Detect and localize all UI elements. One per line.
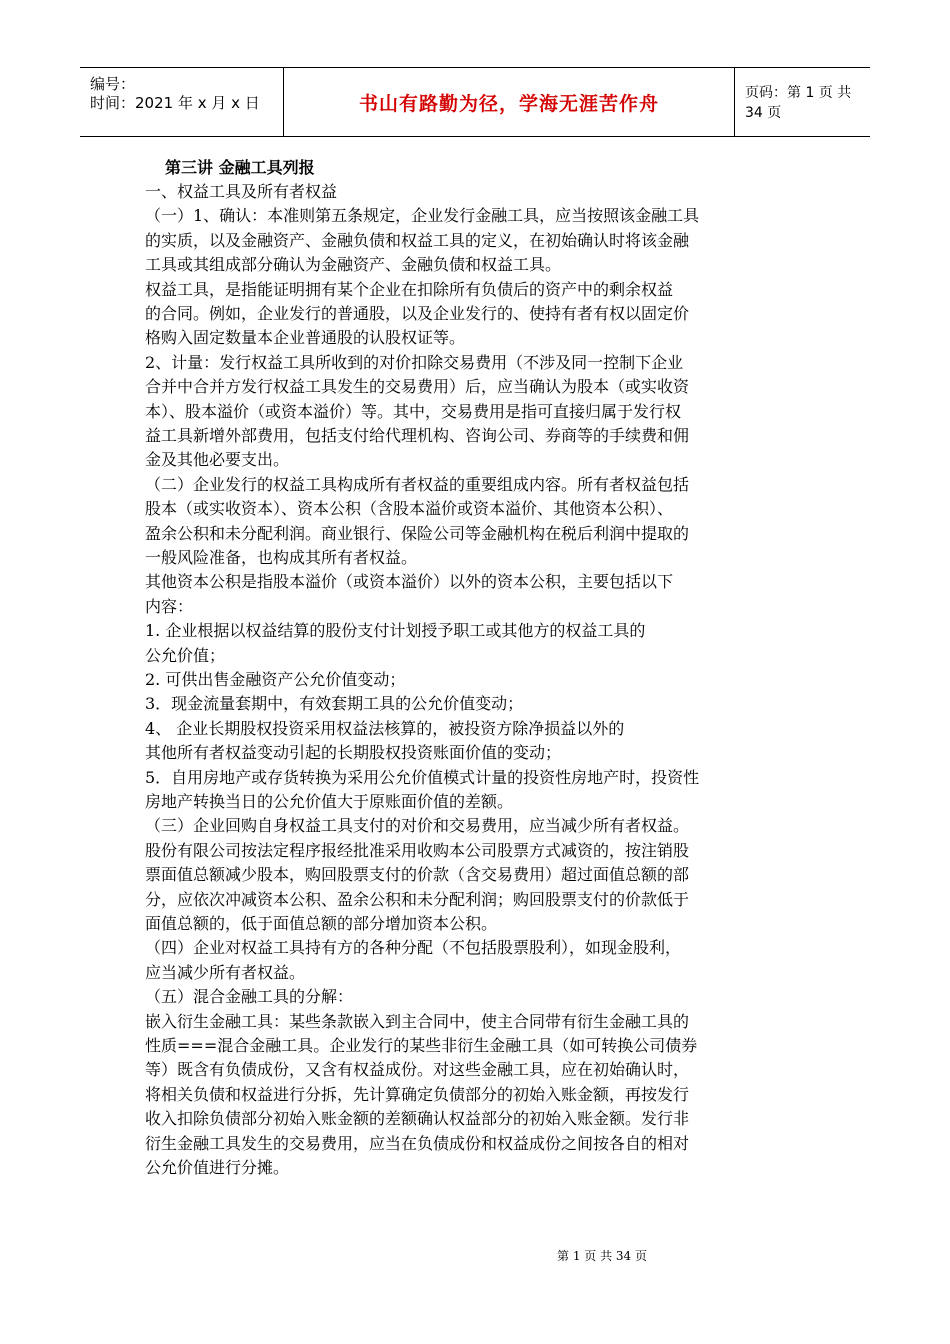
- body-line: 嵌入衍生金融工具：某些条款嵌入到主合同中，使主合同带有衍生金融工具的: [145, 1011, 690, 1031]
- body-line: 性质===混合金融工具。企业发行的某些非衍生金融工具（如可转换公司债券: [145, 1036, 698, 1055]
- body-line: 应当减少所有者权益。: [145, 962, 306, 982]
- body-line: 将相关负债和权益进行分拆，先计算确定负债部分的初始入账金额，再按发行: [145, 1084, 690, 1104]
- body-line: 收入扣除负债部分初始入账金额的差额确认权益部分的初始入账金额。发行非: [145, 1109, 690, 1129]
- body-line: 一般风险准备，也构成其所有者权益。: [145, 548, 418, 567]
- body-line: 的实质，以及金融资产、金融负债和权益工具的定义，在初始确认时将该金融: [145, 230, 690, 250]
- body-line: （四）企业对权益工具持有方的各种分配（不包括股票股利），如现金股利，: [145, 938, 682, 958]
- body-line: （二）企业发行的权益工具构成所有者权益的重要组成内容。所有者权益包括: [145, 474, 690, 494]
- document-title: 第三讲 金融工具列报: [165, 158, 315, 177]
- body-line: 一、权益工具及所有者权益: [145, 182, 338, 201]
- body-line: 合并中合并方发行权益工具发生的交易费用）后，应当确认为股本（或实收资: [145, 377, 690, 397]
- body-line: 盈余公积和未分配利润。商业银行、保险公司等金融机构在税后利润中提取的: [145, 523, 690, 543]
- body-line: 的合同。例如，企业发行的普通股，以及企业发行的、使持有者有权以固定价: [145, 304, 690, 323]
- body-line: 5．自用房地产或存货转换为采用公允价值模式计量的投资性房地产时，投资性: [145, 767, 700, 787]
- body-line: 公允价值；: [145, 645, 226, 665]
- header-motto-cell: [284, 68, 735, 136]
- body-line: 权益工具，是指能证明拥有某个企业在扣除所有负债后的资产中的剩余权益: [145, 279, 674, 299]
- body-line: 等）既含有负债成份，又含有权益成份。对这些金融工具，应在初始确认时，: [145, 1060, 690, 1080]
- number-label: 编号：: [90, 75, 136, 93]
- body-line: 房地产转换当日的公允价值大于原账面价值的差额。: [145, 792, 514, 811]
- body-line: （五）混合金融工具的分解：: [145, 987, 354, 1007]
- body-line: 公允价值进行分摊。: [145, 1158, 290, 1177]
- body-line: （三）企业回购自身权益工具支付的对价和交易费用，应当减少所有者权益。: [145, 816, 690, 836]
- page-label: 页码：第 1 页 共 34 页: [745, 85, 852, 121]
- body-line: 内容：: [145, 596, 194, 616]
- date-label: 时间：2021 年 x 月 x 日: [90, 94, 260, 112]
- body-line: 格购入固定数量本企业普通股的认股权证等。: [145, 328, 466, 348]
- body-line: 其他资本公积是指股本溢价（或资本溢价）以外的资本公积，主要包括以下: [145, 572, 674, 592]
- body-line: 3．现金流量套期中，有效套期工具的公允价值变动；: [145, 694, 524, 714]
- body-line: 工具或其组成部分确认为金融资产、金融负债和权益工具。: [145, 255, 562, 275]
- body-line: 1. 企业根据以权益结算的股份支付计划授予职工或其他方的权益工具的: [145, 621, 646, 641]
- body-line: 分，应依次冲减资本公积、盈余公积和未分配利润；购回股票支付的价款低于: [145, 889, 690, 909]
- body-line: 益工具新增外部费用，包括支付给代理机构、咨询公司、券商等的手续费和佣: [145, 426, 690, 445]
- body-line: （一）1、确认：本准则第五条规定，企业发行金融工具，应当按照该金融工具: [145, 206, 700, 226]
- body-line: 本）、股本溢价（或资本溢价）等。其中，交易费用是指可直接归属于发行权: [145, 401, 682, 421]
- motto: 书山有路勤为径，学海无涯苦作舟: [358, 92, 659, 115]
- body-line: 股本（或实收资本）、资本公积（含股本溢价或资本溢价、其他资本公积）、: [145, 499, 674, 519]
- body-line: 其他所有者权益变动引起的长期股权投资账面价值的变动；: [145, 743, 562, 763]
- body-line: 金及其他必要支出。: [145, 450, 290, 470]
- body-line: 股份有限公司按法定程序报经批准采用收购本公司股票方式减资的，按注销股: [145, 840, 690, 860]
- body-line: 4、 企业长期股权投资采用权益法核算的，被投资方除净损益以外的: [145, 718, 625, 738]
- footer-page-number: 第 1 页 共 34 页: [557, 1249, 647, 1263]
- body-line: 2、计量：发行权益工具所收到的对价扣除交易费用（不涉及同一控制下企业: [145, 352, 684, 372]
- header-meta: [80, 68, 284, 136]
- header-page-cell: [735, 68, 870, 136]
- body-line: 票面值总额减少股本，购回股票支付的价款（含交易费用）超过面值总额的部: [145, 865, 690, 885]
- header-table: [80, 67, 870, 137]
- body-line: 衍生金融工具发生的交易费用，应当在负债成份和权益成份之间按各自的相对: [145, 1133, 690, 1153]
- body-line: 面值总额的，低于面值总额的部分增加资本公积。: [145, 914, 498, 933]
- body-line: 2. 可供出售金融资产公允价值变动；: [145, 670, 406, 689]
